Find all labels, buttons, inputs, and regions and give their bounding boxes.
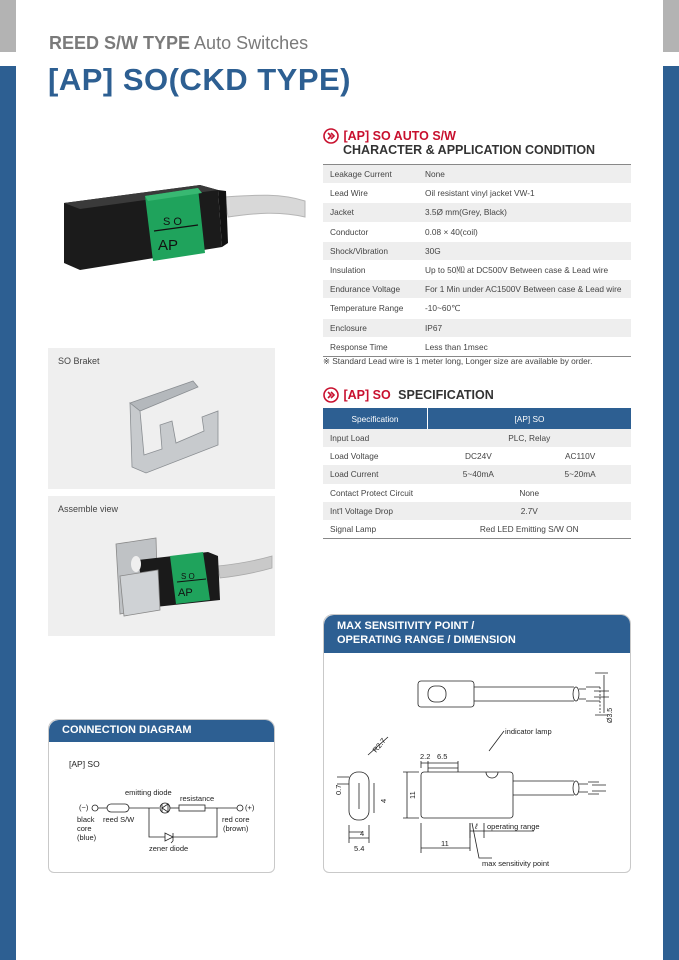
table-row: Load Current 5~40mA 5~20mA xyxy=(323,465,631,483)
dimension-drawing xyxy=(324,653,630,873)
table-row xyxy=(323,337,631,356)
spec-header-right: [AP] SO xyxy=(428,408,632,429)
spec-heading-red: [AP] SO xyxy=(343,388,391,402)
dim-w54: 5.4 xyxy=(354,844,365,853)
char-key: Shock/Vibration xyxy=(323,241,418,260)
char-value: Less than 1msec xyxy=(418,337,631,356)
char-key: Conductor xyxy=(323,222,418,241)
char-key: Temperature Range xyxy=(323,299,418,318)
character-heading-dark: CHARACTER & APPLICATION CONDITION xyxy=(343,143,596,157)
conn-reed: reed S/W xyxy=(103,815,135,824)
dimension-box xyxy=(323,614,631,873)
dim-w1: 2.2 xyxy=(420,752,431,761)
conn-emitting: emitting diode xyxy=(125,788,172,797)
table-row: Input Load PLC, Relay xyxy=(323,429,631,447)
conn-plus: (+) xyxy=(245,803,255,812)
dimension-heading xyxy=(324,615,631,653)
table-row xyxy=(323,280,631,299)
assemble-panel xyxy=(48,496,275,636)
table-row xyxy=(323,318,631,337)
conn-red1: red core xyxy=(222,815,250,824)
dim-max-point: max sensitivity point xyxy=(482,859,550,868)
bracket-panel-label: SO Braket xyxy=(58,356,100,366)
dim-w2: 6.5 xyxy=(437,752,448,761)
left-blue-bar xyxy=(0,66,16,960)
category-title: REED S/W TYPE Auto Switches xyxy=(49,33,309,53)
lead-wire-note: ※ Standard Lead wire is 1 meter long, Longer size are available by order. xyxy=(323,356,593,366)
conn-model: [AP] SO xyxy=(69,759,100,769)
table-row xyxy=(323,299,631,318)
chevron-circle-icon xyxy=(323,387,339,403)
right-blue-bar xyxy=(663,66,679,960)
dim-h11: 11 xyxy=(408,791,417,799)
char-key: Leakage Current xyxy=(323,165,418,184)
dim-radius: R2.7 xyxy=(370,736,388,755)
table-row xyxy=(323,260,631,279)
spec-table xyxy=(323,408,631,539)
dim-dia: Ø3.5 xyxy=(607,707,614,723)
page-title: [AP] SO(CKD TYPE) xyxy=(48,62,351,97)
dim-h07: 0.7 xyxy=(334,784,343,795)
char-value: 3.5Ø mm(Grey, Black) xyxy=(418,203,631,222)
bracket-panel xyxy=(48,348,275,489)
assemble-label-bottom: AP xyxy=(178,587,193,599)
table-row: Contact Protect Circuit None xyxy=(323,484,631,502)
conn-red2: (brown) xyxy=(223,824,249,833)
dimension-heading-line2: OPERATING RANGE / DIMENSION xyxy=(337,634,516,646)
spec-header-left: Specification xyxy=(323,408,428,429)
table-row: Signal Lamp Red LED Emitting S/W ON xyxy=(323,520,631,539)
conn-black1: black xyxy=(77,815,95,824)
right-grey-tab xyxy=(663,0,679,52)
table-row xyxy=(323,222,631,241)
character-table xyxy=(323,164,631,357)
char-value: 30G xyxy=(418,241,631,260)
table-row: Int'l Voltage Drop 2.7V xyxy=(323,502,631,520)
char-value: Up to 50㏁ at DC500V Between case & Lead wire xyxy=(418,260,631,279)
assemble-label-top: S O xyxy=(181,572,195,581)
dim-h4: 4 xyxy=(379,798,388,803)
char-key: Lead Wire xyxy=(323,184,418,203)
table-row xyxy=(323,203,631,222)
char-value: Oil resistant vinyl jacket VW-1 xyxy=(418,184,631,203)
spec-heading-dark: SPECIFICATION xyxy=(398,388,494,402)
conn-minus: (−) xyxy=(79,803,89,812)
char-value: IP67 xyxy=(418,318,631,337)
char-key: Response Time xyxy=(323,337,418,356)
conn-resistance: resistance xyxy=(180,794,215,803)
conn-zener: zener diode xyxy=(149,844,189,853)
left-grey-tab xyxy=(0,0,16,52)
char-value: None xyxy=(418,165,631,184)
product-label-top: S O xyxy=(163,216,182,228)
bracket-photo xyxy=(118,373,228,483)
dim-indicator: indicator lamp xyxy=(505,727,552,736)
char-value: For 1 Min under AC1500V Between case & Lead wire xyxy=(418,280,631,299)
table-row xyxy=(323,241,631,260)
assemble-panel-label: Assemble view xyxy=(58,504,119,514)
table-row xyxy=(323,184,631,203)
char-value: 0.08 × 40(coil) xyxy=(418,222,631,241)
connection-heading: CONNECTION DIAGRAM xyxy=(49,720,275,742)
chevron-circle-icon xyxy=(323,128,339,144)
conn-black3: (blue) xyxy=(77,833,97,842)
product-photo xyxy=(50,135,310,315)
connection-diagram xyxy=(49,742,274,872)
dim-w4: 4 xyxy=(360,829,365,838)
dim-w11: 11 xyxy=(441,839,449,848)
character-heading-red: [AP] SO AUTO S/W xyxy=(343,129,456,143)
assemble-photo xyxy=(98,526,273,626)
char-key: Insulation xyxy=(323,260,418,279)
spec-header-row xyxy=(323,408,631,429)
product-label-bottom: AP xyxy=(158,237,179,254)
char-key: Endurance Voltage xyxy=(323,280,418,299)
conn-black2: core xyxy=(77,824,92,833)
char-key: Enclosure xyxy=(323,318,418,337)
char-key: Jacket xyxy=(323,203,418,222)
dim-operating: operating range xyxy=(487,822,540,831)
dimension-heading-line1: MAX SENSITIVITY POINT / xyxy=(337,620,475,632)
dim-l: ℓ xyxy=(475,822,478,831)
char-value: -10~60℃ xyxy=(418,299,631,318)
spec-heading xyxy=(323,386,494,404)
connection-box xyxy=(48,719,275,873)
table-row xyxy=(323,165,631,184)
table-row: Load Voltage DC24V AC110V xyxy=(323,447,631,465)
